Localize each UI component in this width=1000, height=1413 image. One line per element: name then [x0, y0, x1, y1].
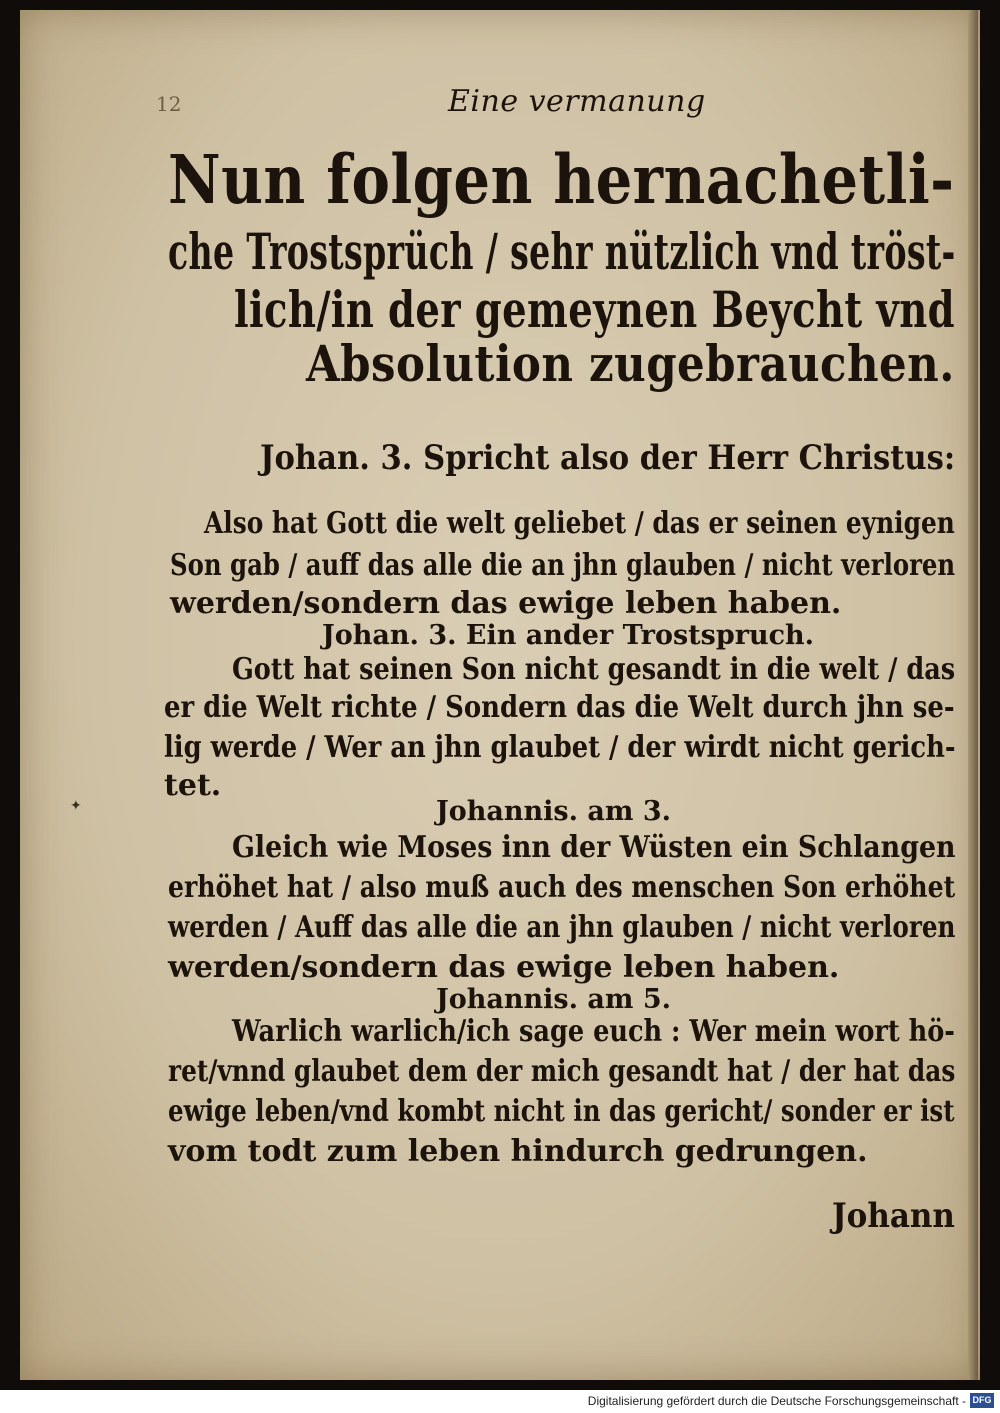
title-line-3: lich/in der gemeynen Beycht vnd [234, 280, 955, 339]
body-line: Warlich warlich/ich sage euch : Wer mein wort hö- [232, 1014, 955, 1049]
body-line: er die Welt richte / Sondern das die Welt durch jhn se- [164, 690, 955, 725]
section-reference: Johan. 3. Ein ander Trostspruch. [322, 620, 815, 651]
catchword: Johann [832, 1196, 955, 1236]
body-line: ewige leben/vnd kombt nicht in das gericht/ sonder er ist [168, 1094, 955, 1129]
page-edge [968, 10, 978, 1380]
body-line: Gleich wie Moses inn der Wüsten ein Schlangen [232, 830, 956, 865]
body-line: Also hat Gott die welt geliebet / das er seinen eynigen [204, 506, 955, 541]
title-line-2: che Trostsprüch / sehr nützlich vnd tröst- [168, 222, 956, 281]
title-line-1: Nun folgen hernachetli- [168, 140, 955, 219]
running-head: Eine vermanung [448, 84, 706, 119]
body-line: tet. [164, 768, 222, 803]
body-line: werden/sondern das ewige leben haben. [168, 950, 840, 985]
margin-mark: ✦ [70, 798, 82, 814]
section-reference: Johan. 3. Spricht also der Herr Christus: [260, 438, 956, 478]
section-reference: Johannis. am 3. [436, 796, 672, 827]
title-line-4: Absolution zugebrauchen. [306, 334, 955, 393]
page-number: 12 [156, 92, 182, 116]
footer-bar [0, 1390, 1000, 1413]
body-line: Gott hat seinen Son nicht gesandt in die welt / das [232, 652, 956, 687]
body-line: Son gab / auff das alle die an jhn glauben / nicht verloren [170, 548, 956, 583]
dfg-logo-icon: DFG [970, 1393, 994, 1408]
body-line: vom todt zum leben hindurch gedrungen. [168, 1134, 868, 1169]
body-line: lig werde / Wer an jhn glaubet / der wirdt nicht gerich- [164, 730, 956, 765]
body-line: werden / Auff das alle die an jhn glauben / nicht verloren [168, 910, 956, 945]
body-line: werden/sondern das ewige leben haben. [170, 586, 842, 621]
section-reference: Johannis. am 5. [436, 984, 672, 1015]
body-line: ret/vnnd glaubet dem der mich gesandt hat / der hat das [168, 1054, 956, 1089]
body-line: erhöhet hat / also muß auch des menschen Son erhöhet [168, 870, 956, 905]
footer-credit: Digitalisierung gefördert durch die Deutsche Forschungsgemeinschaft - [587, 1394, 966, 1408]
